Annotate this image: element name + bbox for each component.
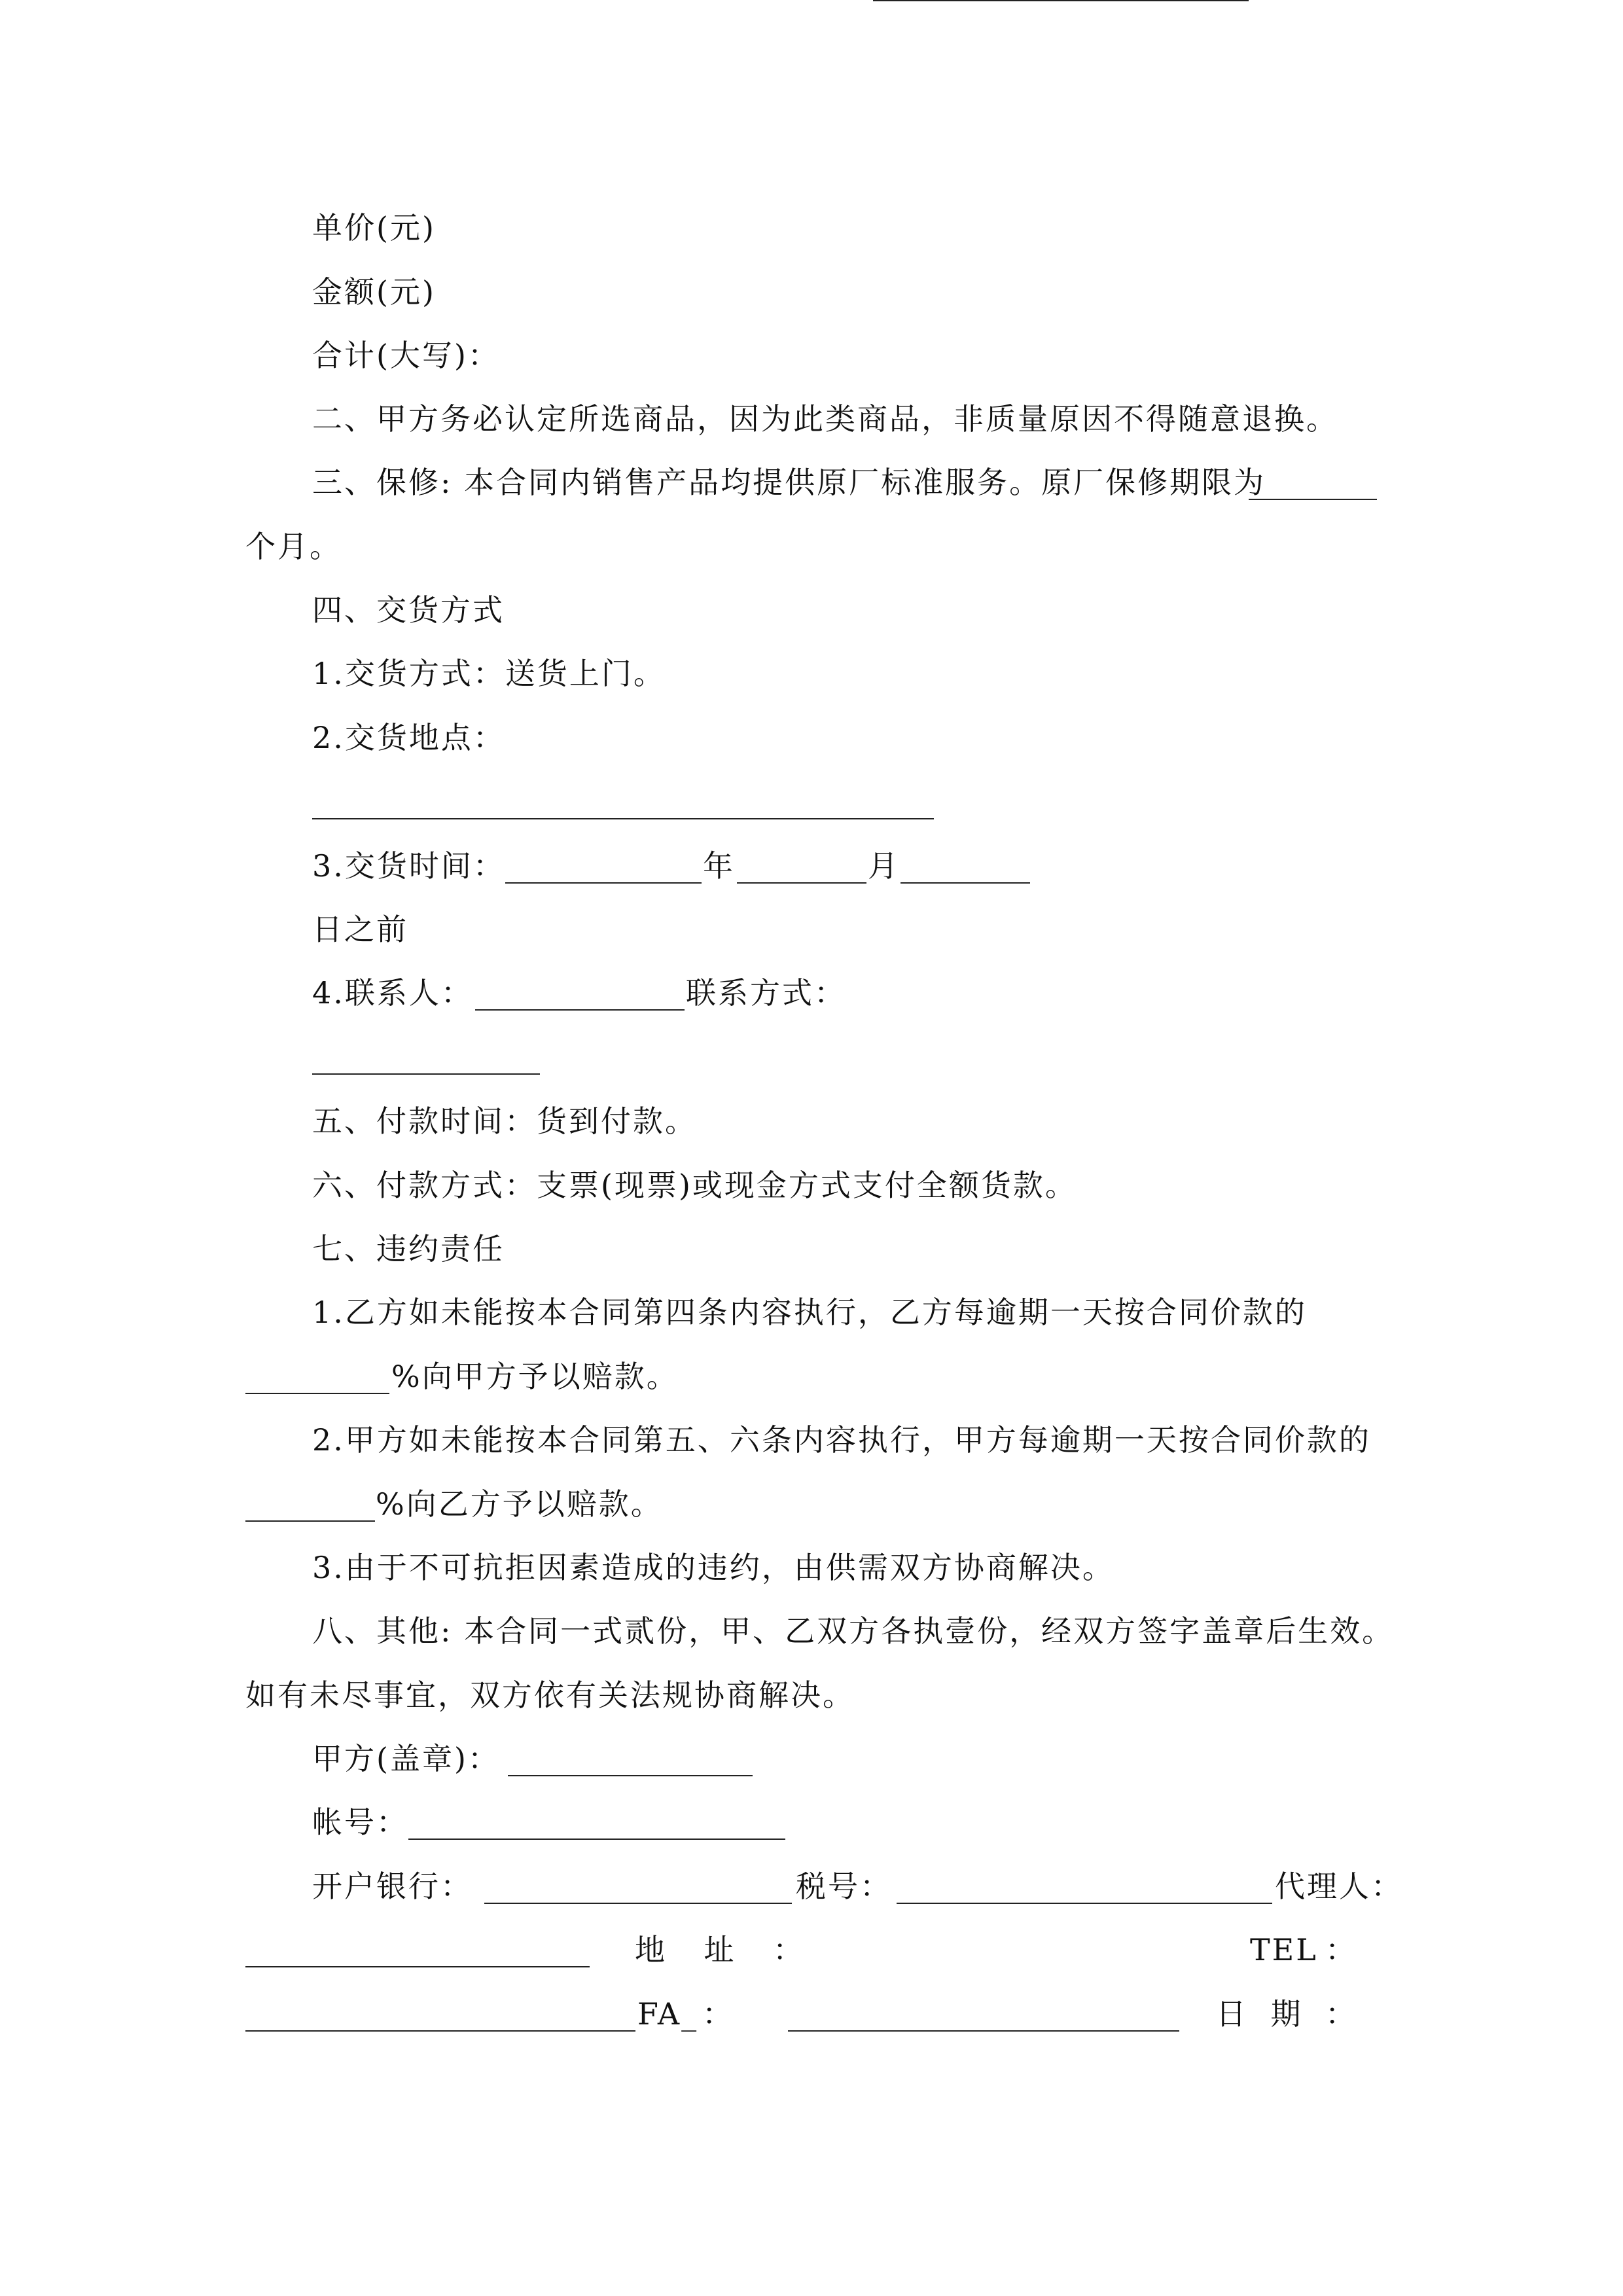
clause-7-3: 3.由于不可抗拒因素造成的违约，由供需双方协商解决。	[312, 1550, 1115, 1585]
address-label	[635, 1930, 805, 1969]
tel-blank[interactable]	[245, 2030, 635, 2032]
clause-6: 六、付款方式：支票(现票)或现金方式支付全额货款。	[312, 1168, 1077, 1203]
tax-no-blank[interactable]	[897, 1903, 1272, 1904]
clause-7-2: 2.甲方如未能按本合同第五、六条内容执行，甲方每逾期一天按合同价款的	[312, 1422, 1371, 1458]
address-blank[interactable]	[873, 0, 1249, 1]
clause-8-cont: 如有未尽事宜，双方依有关法规协商解决。	[245, 1677, 855, 1713]
fax-text: FA_	[637, 1996, 699, 2032]
delivery-year-blank[interactable]	[505, 882, 702, 884]
clause-3-months: 个月。	[245, 529, 342, 564]
clause-4-heading: 四、交货方式	[312, 592, 505, 628]
account-blank[interactable]	[408, 1839, 785, 1840]
party-a-seal-blank[interactable]	[508, 1775, 753, 1776]
clause-3-warranty: 三、保修: 本合同内销售产品均提供原厂标准服务。原厂保修期限为	[312, 465, 1266, 500]
contact-method-label: 联系方式：	[686, 975, 846, 1011]
month-label: 月	[868, 848, 900, 884]
tel-text: TEL	[1250, 1932, 1318, 1967]
date-char-1: 日	[1216, 1996, 1248, 2032]
fax-label	[637, 1994, 734, 2034]
day-before-label: 日之前	[312, 912, 408, 947]
delivery-day-blank[interactable]	[901, 882, 1030, 884]
contact-method-blank[interactable]	[312, 1073, 540, 1075]
agent-label: 代理人：	[1275, 1869, 1403, 1904]
clause-8: 八、其他: 本合同一式贰份，甲、乙双方各执壹份，经双方签字盖章后生效。	[312, 1613, 1395, 1649]
year-label: 年	[703, 848, 735, 884]
penalty-rate-b-blank[interactable]	[245, 1520, 375, 1522]
total-line: 合计(大写)：	[312, 338, 500, 373]
address-colon: ：	[773, 1932, 805, 1967]
address-char-1: 地	[635, 1932, 667, 1967]
party-a-seal-label: 甲方(盖章)：	[312, 1741, 500, 1776]
date-char-2: 期	[1270, 1996, 1303, 2032]
address-char-2: 址	[704, 1932, 736, 1967]
clause-7-2-tail: %向乙方予以赔款。	[376, 1486, 663, 1522]
contact-person-label: 4.联系人：	[312, 975, 473, 1011]
penalty-rate-a-blank[interactable]	[245, 1393, 389, 1394]
date-colon: ：	[1325, 1996, 1357, 2032]
tel-colon: ：	[1325, 1932, 1357, 1967]
contact-person-blank[interactable]	[475, 1009, 685, 1011]
bank-blank[interactable]	[484, 1903, 792, 1904]
delivery-method: 1.交货方式：送货上门。	[312, 656, 666, 691]
tel-label	[1250, 1930, 1357, 1969]
account-label: 帐号：	[312, 1804, 408, 1840]
delivery-place-label: 2.交货地点：	[312, 720, 505, 755]
bank-label: 开户银行：	[312, 1869, 473, 1904]
delivery-place-blank[interactable]	[312, 818, 934, 819]
clause-7-1: 1.乙方如未能按本合同第四条内容执行，乙方每逾期一天按合同价款的	[312, 1295, 1307, 1330]
unit-price-line: 单价(元)	[312, 210, 436, 245]
amount-line: 金额(元)	[312, 274, 436, 310]
clause-7-heading: 七、违约责任	[312, 1231, 505, 1266]
agent-blank[interactable]	[245, 1966, 590, 1967]
warranty-months-blank[interactable]	[1249, 499, 1377, 500]
delivery-time-label: 3.交货时间：	[312, 848, 505, 884]
clause-2: 二、甲方务必认定所选商品，因为此类商品，非质量原因不得随意退换。	[312, 401, 1338, 437]
tax-no-label: 税号：	[796, 1869, 892, 1904]
fax-blank[interactable]	[788, 2030, 1179, 2032]
fax-colon: ：	[702, 1996, 734, 2032]
delivery-month-blank[interactable]	[737, 882, 866, 884]
clause-5: 五、付款时间：货到付款。	[312, 1103, 697, 1139]
date-label	[1216, 1994, 1357, 2034]
clause-7-1-tail: %向甲方予以赔款。	[391, 1359, 679, 1394]
